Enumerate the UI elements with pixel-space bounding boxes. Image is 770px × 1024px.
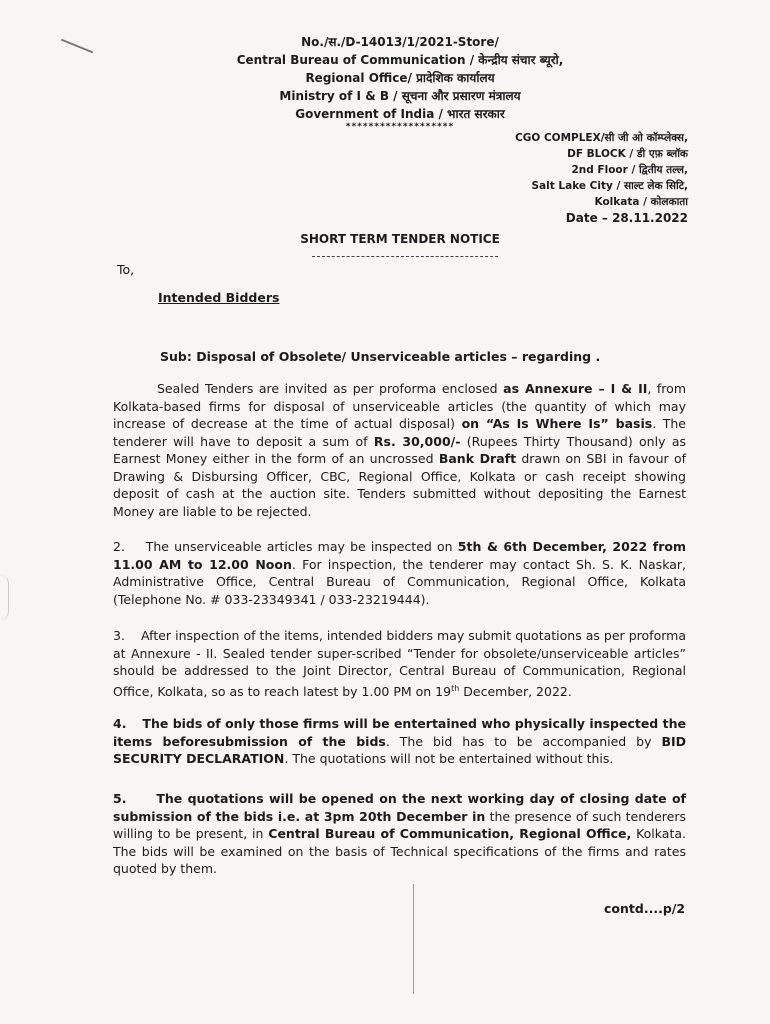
- bold-text: The quotations will be opened on the next working day of closing date of submission of the bids i.e. at 3pm 20th December in: [113, 791, 686, 824]
- bold-text: Rs. 30,000/-: [373, 433, 461, 449]
- address-line: Kolkata / कोलकाता: [594, 196, 688, 208]
- bold-text: The bids of only those firms will be entertained who physically inspected the items beforesubmission of the bids: [113, 716, 686, 749]
- salutation-to: To,: [117, 262, 135, 277]
- notice-title: SHORT TERM TENDER NOTICE: [300, 232, 500, 246]
- paragraph-number: 2.: [113, 539, 125, 554]
- reference-number: No./स./D-14013/1/2021-Store/: [301, 35, 499, 49]
- address-line: 2nd Floor / द्वितीय तल्ल,: [571, 164, 688, 176]
- letterhead: [200, 33, 600, 132]
- paragraph-number: 5.: [113, 791, 127, 806]
- text: . The bid has to be accompanied by: [385, 733, 662, 749]
- paragraph-5: [113, 790, 686, 878]
- bold-text: 5th & 6th December, 2022 from 11.00 AM to 12.00 Noon: [113, 539, 686, 572]
- scan-artifact-mark: [61, 39, 93, 54]
- separator-stars: *******************: [345, 122, 455, 132]
- text: drawn on SBI in favour of Drawing & Disbursing Officer, CBC, Regional Office, Kolkata or cash receipt showing deposit of cash at the auction site. Tenders submitted without depositing the Earnest Money are liable to be rejected.: [113, 451, 687, 519]
- bold-text: as Annexure – I & II: [503, 381, 648, 396]
- office-address: [515, 130, 688, 226]
- text: Kolkata. The bids will be examined on the basis of Technical specifications of the firms and rates quoted by them.: [113, 826, 686, 876]
- scan-artifact-line: [413, 884, 414, 994]
- text: The unserviceable articles may be inspected on: [145, 539, 458, 554]
- text: the presence of such tenderers willing to be present, in: [113, 808, 686, 841]
- text: . The quotations will not be entertained without this.: [284, 751, 614, 766]
- text: (Rupees Thirty Thousand) only as Earnest Money either in the form of an uncrossed: [113, 433, 686, 466]
- page-edge-artifact: [0, 575, 9, 620]
- text: December, 2022.: [459, 683, 572, 699]
- text: , from Kolkata-based firms for disposal of unserviceable articles (the quantity of which may increase of decrease at the time of actual disposal): [113, 381, 686, 431]
- text: Sealed Tenders are invited as per proforma enclosed: [157, 381, 504, 396]
- paragraph-number: 4.: [113, 716, 127, 731]
- text: . The tenderer will have to deposit a sum of: [113, 416, 686, 449]
- address-line: Salt Lake City / साल्ट लेक सिटि,: [531, 180, 688, 192]
- bold-text: on “As Is Where Is” basis: [461, 416, 653, 431]
- text: After inspection of the items, intended bidders may submit quotations as per proforma at Annexure - II. Sealed tender super-scribed “Tender for obsolete/unserviceable articles” should be addressed to the Joint Director, Central Bureau of Communication, Regional Office, Kolkata, so as to reach latest by 1.00 PM on 19: [113, 628, 686, 699]
- paragraph-4: [113, 715, 686, 768]
- paragraph-2: [113, 538, 686, 608]
- text: . For inspection, the tenderer may contact Sh. S. K. Naskar, Administrative Office, Central Bureau of Communication, Regional Office, Kolkata (Telephone No. # 033-23349341 / 033-23219444).: [113, 556, 686, 607]
- bold-text: Central Bureau of Communication, Regional Office,: [268, 826, 632, 841]
- superscript: th: [451, 683, 460, 693]
- organization-name: Central Bureau of Communication / केन्द्रीय संचार ब्यूरो,: [236, 53, 564, 67]
- paragraph-number: 3.: [113, 628, 125, 643]
- bold-text: BID SECURITY DECLARATION: [113, 733, 687, 766]
- paragraph-3: [113, 627, 686, 700]
- government-name: Government of India / भारत सरकार: [295, 107, 505, 121]
- addressee: Intended Bidders: [158, 290, 280, 305]
- address-line: DF BLOCK / डी एफ़ ब्लॉक: [567, 148, 688, 160]
- subject-line: Sub: Disposal of Obsolete/ Unserviceable articles – regarding .: [160, 349, 601, 364]
- bold-text: Bank Draft: [438, 451, 517, 466]
- office-name: Regional Office/ प्रादेशिक कार्यालय: [305, 71, 495, 85]
- notice-date: Date – 28.11.2022: [565, 211, 688, 225]
- continuation-note: contd....p/2: [604, 901, 686, 916]
- paragraph-1: [113, 380, 686, 520]
- address-line: CGO COMPLEX/सी जी ओ कॉम्प्लेक्स,: [515, 132, 688, 144]
- ministry-name: Ministry of I & B / सूचना और प्रसारण मंत्रालय: [279, 89, 521, 103]
- title-underline: [312, 256, 498, 257]
